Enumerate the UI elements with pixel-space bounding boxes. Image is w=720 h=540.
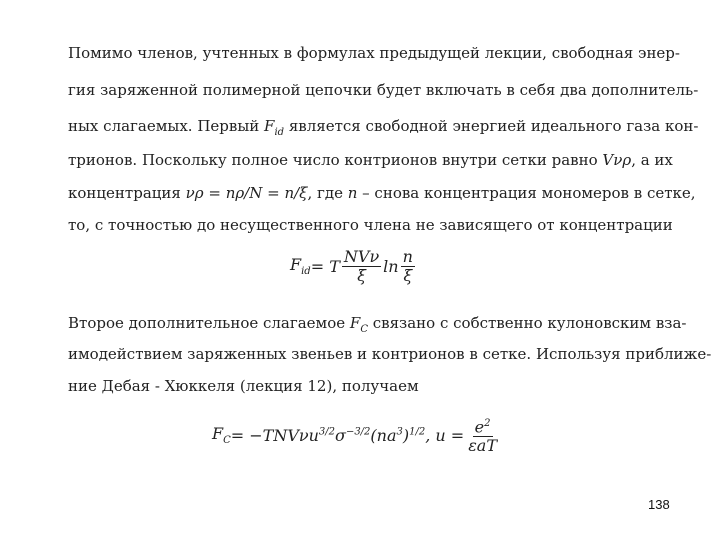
equation-free-energy-ideal (290, 248, 417, 285)
page-number: 138 (648, 497, 670, 512)
paragraph2-line2: имодействием заряженных звеньев и контрионов в сетке. Используя приближе- (68, 345, 712, 363)
text-segment: связано с собственно кулоновским вза- (367, 314, 687, 332)
eq2-body: = $-TNV\nu u^{3/2}\sigma^{-3/2}(na^3)^{1/2}$, u = (230, 425, 465, 445)
eq2-fraction: $\frac{e^2}{\text{εaT}}$ (466, 415, 499, 455)
paragraph2-line1 (68, 314, 687, 339)
paragraph1-line1: Помимо членов, учтенных в формулах предыдущей лекции, свободная энер- (68, 44, 680, 62)
eq2-lhs: $F_C$ (212, 424, 231, 447)
paragraph1-line5 (68, 184, 696, 202)
math-n: n (347, 184, 358, 202)
paragraph1-line6: то, с точностью до несущественного члена не зависящего от концентрации (68, 216, 673, 234)
math-Vnurho: Vνρ (602, 151, 632, 169)
text-segment: трионов. Поскольку полное число контрионов внутри сетки равно (68, 151, 603, 169)
text-segment: ных слагаемых. Первый (68, 117, 265, 135)
eq1-equals: = T (310, 257, 340, 276)
text-segment: , а их (631, 151, 673, 169)
text-segment: – снова концентрация мономеров в сетке, (357, 184, 696, 202)
math-FC: $F_C$ (349, 314, 368, 335)
paragraph1-line3 (68, 117, 699, 142)
equation-coulomb (212, 415, 501, 455)
eq1-fraction1: $\frac{\text{NVν}}{\xi}$ (343, 247, 380, 285)
text-segment: , где (307, 184, 348, 202)
text-segment: Второе дополнительное слагаемое (68, 314, 350, 332)
eq1-fraction2: $\frac{n}{\xi}$ (402, 247, 413, 285)
eq1-ln: ln (383, 257, 399, 276)
math-F-id: $F_{id}$ (264, 117, 285, 138)
math-concentration: νρ = nρ/N = n/ξ (185, 184, 308, 202)
paragraph2-line3: ние Дебая - Хюккеля (лекция 12), получаем (68, 377, 419, 395)
eq1-lhs: $F_{id}$ (290, 255, 311, 278)
paragraph1-line4 (68, 151, 673, 169)
text-segment: концентрация (68, 184, 186, 202)
text-segment: является свободной энергией идеального газа кон- (284, 117, 699, 135)
paragraph1-line2: гия заряженной полимерной цепочки будет включать в себя два дополнитель- (68, 81, 699, 99)
